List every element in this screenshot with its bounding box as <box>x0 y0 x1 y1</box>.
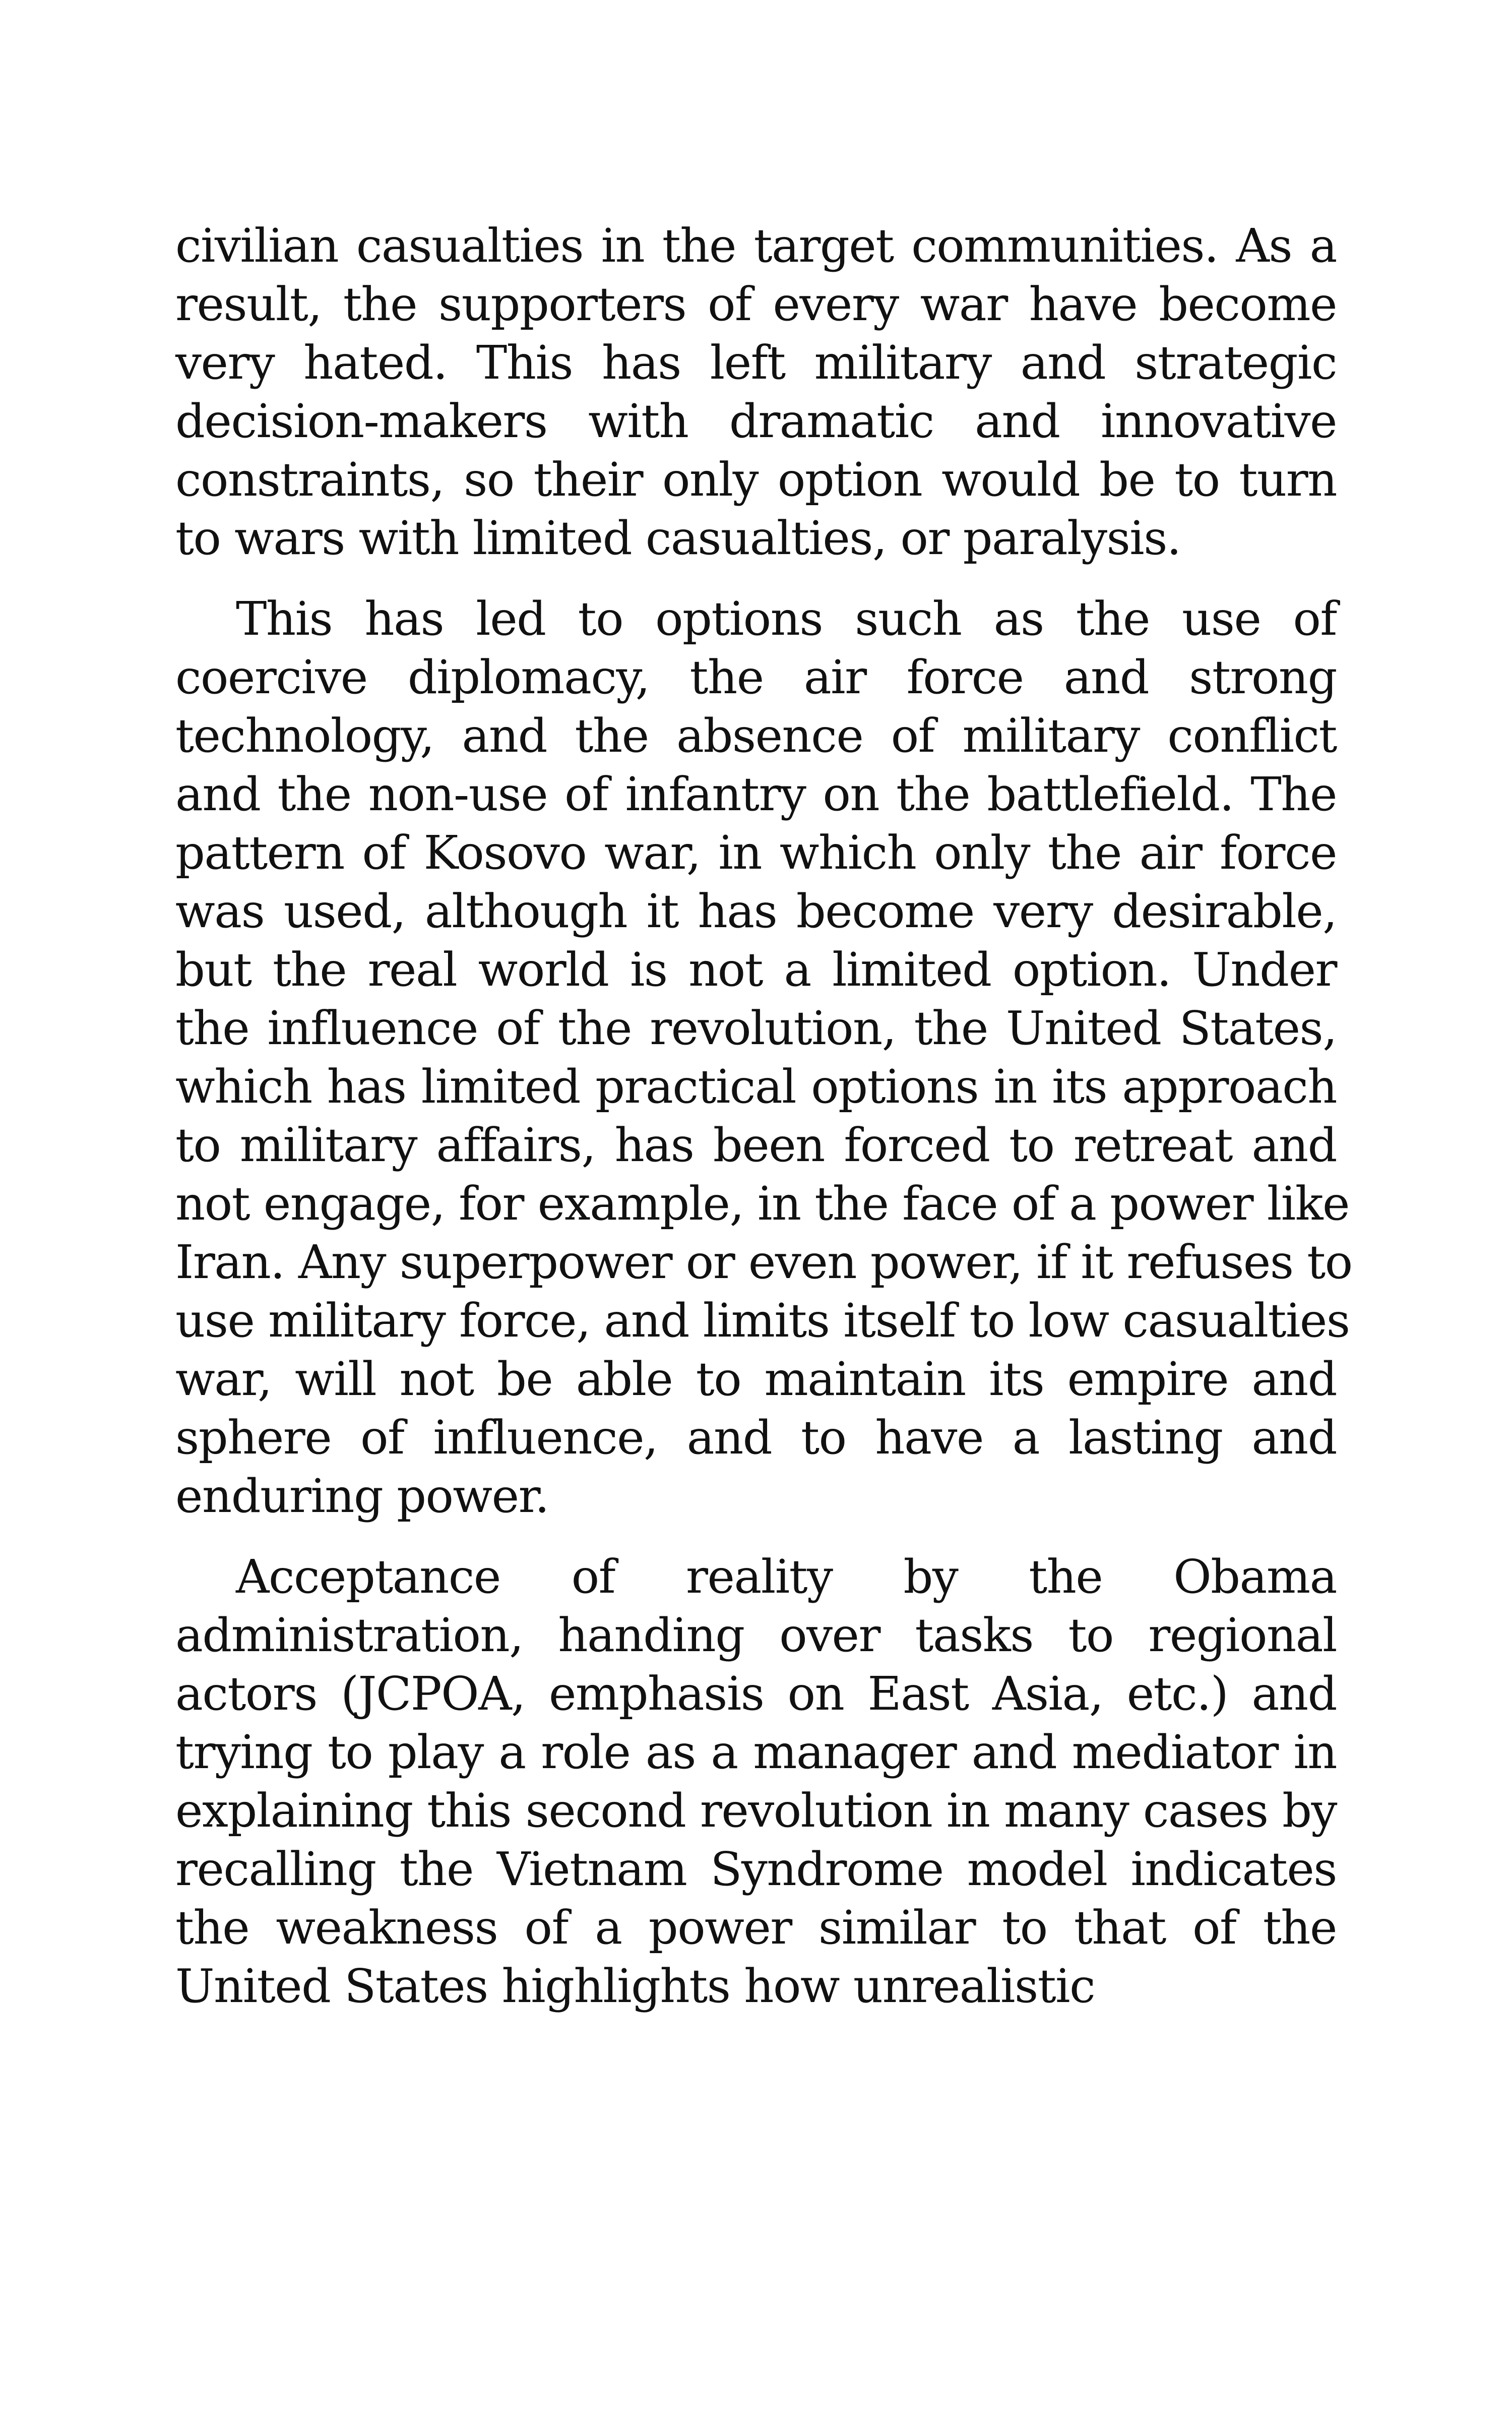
paragraph-1 <box>175 217 1337 568</box>
text-line: enduring power. <box>175 1469 549 1523</box>
text-line: actors (JCPOA, emphasis on East Asia, etc.) and <box>175 1667 1337 1721</box>
text-line: trying to play a role as a manager and mediator in <box>175 1725 1337 1779</box>
text-line: but the real world is not a limited option. Under <box>175 943 1337 997</box>
text-line: and the non-use of infantry on the battlefield. The <box>175 767 1337 821</box>
text-line: Iran. Any superpower or even power, if it refuses to <box>175 1235 1352 1289</box>
text-line: very hated. This has left military and strategic <box>175 336 1337 390</box>
text-line: not engage, for example, in the face of a power like <box>175 1177 1349 1231</box>
text-line: decision-makers with dramatic and innovative <box>175 394 1337 448</box>
text-line: war, will not be able to maintain its empire and <box>175 1352 1337 1406</box>
text-line: administration, handing over tasks to regional <box>175 1608 1337 1662</box>
text-line: Acceptance of reality by the Obama <box>236 1550 1337 1604</box>
text-line: explaining this second revolution in many cases by <box>175 1784 1337 1838</box>
text-line: recalling the Vietnam Syndrome model indicates <box>175 1842 1337 1896</box>
text-line: coercive diplomacy, the air force and strong <box>175 650 1337 704</box>
text-line: This has led to options such as the use of <box>236 592 1337 646</box>
text-line: United States highlights how unrealistic <box>175 1959 1095 2013</box>
text-line: civilian casualties in the target communities. As a <box>175 219 1337 273</box>
paragraph-2 <box>175 590 1352 1526</box>
text-line: use military force, and limits itself to low casualties <box>175 1294 1350 1348</box>
text-line: to military affairs, has been forced to retreat and <box>175 1118 1337 1172</box>
text-line: constraints, so their only option would be to turn <box>175 453 1337 507</box>
text-line: sphere of influence, and to have a lasting and <box>175 1411 1337 1465</box>
text-line: the influence of the revolution, the United States, <box>175 1001 1337 1055</box>
text-line: to wars with limited casualties, or paralysis. <box>175 511 1181 565</box>
document-page <box>175 217 1352 2038</box>
paragraph-3 <box>175 1548 1337 2016</box>
text-line: technology, and the absence of military conflict <box>175 709 1337 763</box>
text-line: pattern of Kosovo war, in which only the air force <box>175 826 1337 880</box>
text-line: which has limited practical options in its approach <box>175 1060 1337 1114</box>
text-line: was used, although it has become very desirable, <box>175 884 1337 938</box>
text-line: result, the supporters of every war have become <box>175 277 1337 331</box>
text-line: the weakness of a power similar to that of the <box>175 1901 1337 1955</box>
